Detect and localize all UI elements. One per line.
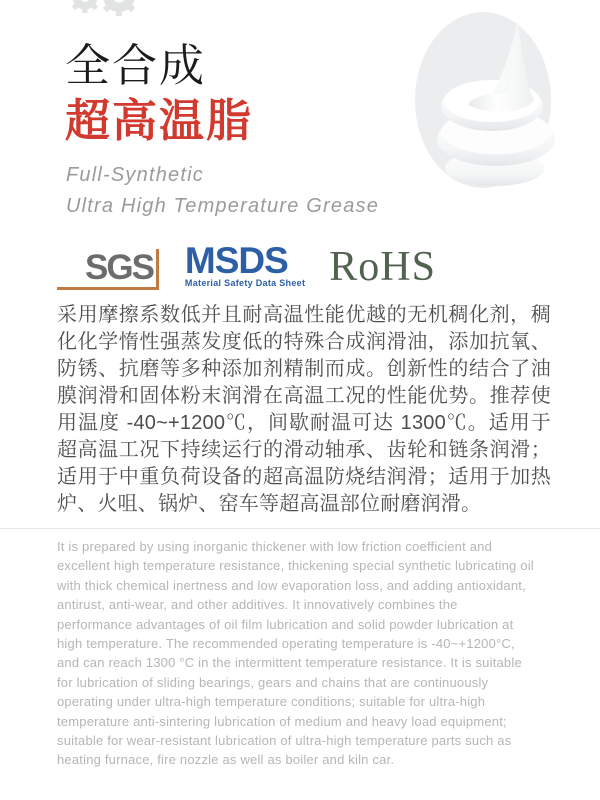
msds-logo (184, 240, 306, 290)
grease-dollop-product-photo (400, 0, 575, 200)
rohs-logo (329, 245, 436, 289)
msds-logo-text: MSDS (184, 240, 288, 281)
certification-badges (57, 242, 436, 290)
subtitle-english-line1: Full-Synthetic (66, 164, 204, 186)
title-chinese-line2: 超高温脂 (65, 95, 254, 146)
section-divider (0, 528, 600, 529)
msds-logo-caption: Material Safety Data Sheet (184, 278, 306, 288)
sgs-logo (57, 249, 159, 290)
subtitle-english-line2: Ultra High Temperature Grease (66, 195, 380, 217)
page-subtitle (66, 160, 379, 222)
title-chinese-line1: 全合成 (65, 40, 207, 91)
page-title (65, 38, 253, 148)
gear-icon (55, 0, 155, 26)
rohs-logo-text: RoHS (329, 244, 436, 290)
description-english: It is prepared by using inorganic thickener with low friction coefficient and excellent high temperature resistance, thickening special synthetic lubricating oil with thick chemical inertness and low evaporation loss, and adding antioxidant, antirust, anti-wear, and other additives. It innovatively combines the performance advantages of oil film lubrication and solid powder lubrication at high temperature. The recommended operating temperature is -40~+1200°C, and can reach 1300 °C in the intermittent temperature resistance. It is suitable for lubrication of sliding bearings, gears and chains that are continuously operating under ultra-high temperature conditions; suitable for ultra-high temperature anti-sintering lubrication of medium and heavy load equipment; suitable for wear-resistant lubrication of ultra-high temperature parts such as heating furnace, fire nozzle as well as boiler and kiln car. (57, 539, 534, 768)
description-chinese: 采用摩擦系数低并且耐高温性能优越的无机稠化剂，稠化化学惰性强蒸发度低的特殊合成润滑油，添加抗氧、防锈、抗磨等多种添加剂精制而成。创新性的结合了油膜润滑和固体粉末润滑在高温工况的性能优势。推荐使用温度 -40~+1200℃，间歇耐温可达 1300℃。适用于超高温工况下持续运行的滑动轴承、齿轮和链条润滑；适用于中重负荷设备的超高温防烧结润滑；适用于加热炉、火咀、锅炉、窑车等超高温部位耐磨润滑。 (57, 304, 551, 515)
sgs-logo-text: SGS (85, 248, 153, 287)
